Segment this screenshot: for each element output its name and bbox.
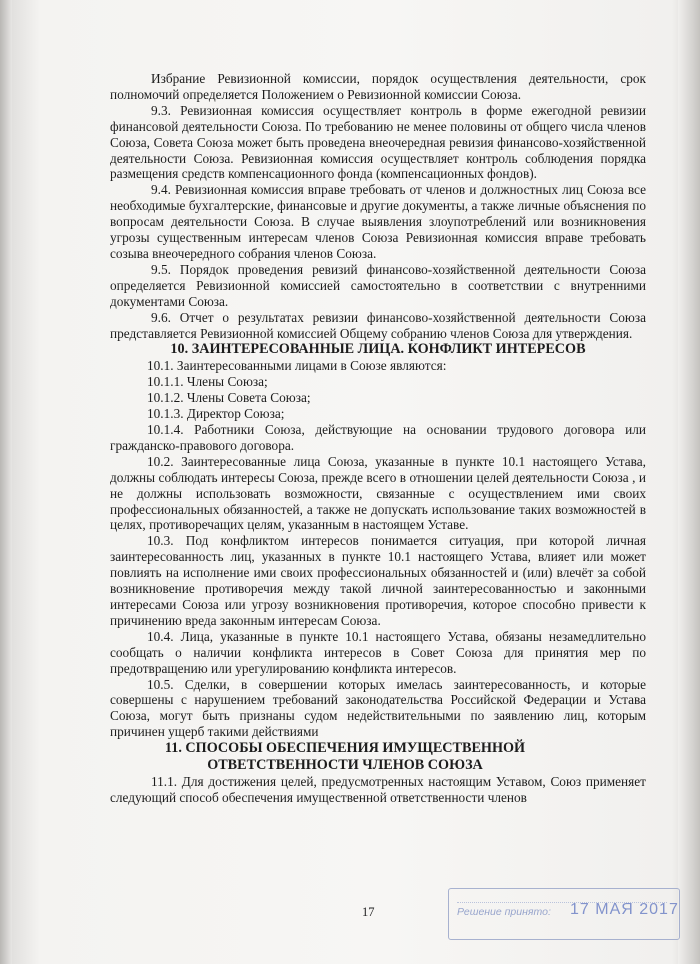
paragraph-10-1: 10.1. Заинтересованными лицами в Союзе являются: [147,358,447,374]
paragraph-11-1: 11.1. Для достижения целей, предусмотренных настоящим Уставом, Союз применяет следующий способ обеспечения имущественной ответственности членов [110,774,646,806]
page-edge-shadow [678,0,700,964]
paragraph-9-6: 9.6. Отчет о результатах ревизии финансово-хозяйственной деятельности Союза представляется Ревизионной комиссией Общему собранию членов Союза для утверждения. [110,309,646,341]
paragraph-10-5: 10.5. Сделки, в совершении которых имелась заинтересованность, и которые совершены с нарушением требований законодательства Российской Федерации и Устава Союза, могут быть признаны судом недействительными по заявлению лиц, которым причинен ущерб такими действиями [110,676,646,740]
stamp-date: 17 МАЯ 2017 [570,901,679,918]
paragraph-10-1-4: 10.1.4. Работники Союза, действующие на основании трудового договора или гражданско-правового договора. [110,422,646,453]
paragraph-10-1-1: 10.1.1. Члены Союза; [147,374,268,390]
paragraph-10-2: 10.2. Заинтересованные лица Союза, указанные в пункте 10.1 настоящего Устава, должны соблюдать интересы Союза, прежде всего в отношении целей деятельности Союза , и не должны использовать возможности, связанные с осуществлением ими своих профессиональных обязанностей, а также не допускать использование таких возможностей в целях, противоречащих целям, указанным в настоящем Уставе. [110,453,646,533]
stamp-label: Решение принято: [457,906,551,918]
decision-stamp [448,888,680,940]
paragraph-10-3: 10.3. Под конфликтом интересов понимается ситуация, при которой личная заинтересованность лиц, указанных в пункте 10.1 настоящего Устава, влияет или может повлиять на исполнение ими своих профессиональных обязанностей и (или) влечёт за собой возникновение противоречия между такой личной заинтересованностью и законными интересами Союза или угрозу возникновения противоречия, которое способно привести к причинению вреда законным интересам Союза. [110,533,646,628]
paragraph-10-1-3: 10.1.3. Директор Союза; [147,406,285,422]
paragraph-10-4: 10.4. Лица, указанные в пункте 10.1 настоящего Устава, обязаны незамедлительно сообщать о наличии конфликта интересов в Совет Союза для принятия мер по предотвращению или урегулированию конфликта интересов. [110,628,646,676]
paragraph-9-5: 9.5. Порядок проведения ревизий финансово-хозяйственной деятельности Союза определяется Ревизионной комиссией самостоятельно в соответствии с внутренними документами Союза. [110,261,646,309]
document-body [110,71,646,806]
paragraph-9-4: 9.4. Ревизионная комиссия вправе требовать от членов и должностных лиц Союза все необходимые бухгалтерские, финансовые и другие документы, а также личные объяснения по вопросам деятельности Союза. В случае выявления злоупотреблений или возникновения угрозы существенным интересам членов Союза Ревизионная комиссия вправе требовать созыва внеочередного собрания членов Союза. [110,182,646,261]
page-number: 17 [362,905,375,919]
paragraph-9-3: 9.3. Ревизионная комиссия осуществляет контроль в форме ежегодной ревизии финансовой деятельности Союза. По требованию не менее половины от общего числа членов Союза, Совета Союза может быть проведена внеочередная ревизия финансово-хозяйственной деятельности Союза. Ревизионная комиссия осуществляет контроль соблюдения порядка размещения средств компенсационного фонда (компенсационных фондов). [110,102,646,182]
paragraph-10-1-2: 10.1.2. Члены Совета Союза; [147,390,311,406]
section-10-heading: 10. ЗАИНТЕРЕСОВАННЫЕ ЛИЦА. КОНФЛИКТ ИНТЕРЕСОВ [170,341,586,358]
page-binding-shadow [0,0,12,964]
paragraph-9-2-cont: Избрание Ревизионной комиссии, порядок осуществления деятельности, срок полномочий определяется Положением о Ревизионной комиссии Союза. [110,71,646,102]
section-11-heading: 11. СПОСОБЫ ОБЕСПЕЧЕНИЯ ИМУЩЕСТВЕННОЙ ОТВЕТСТВЕННОСТИ ЧЛЕНОВ СОЮЗА [164,740,526,774]
